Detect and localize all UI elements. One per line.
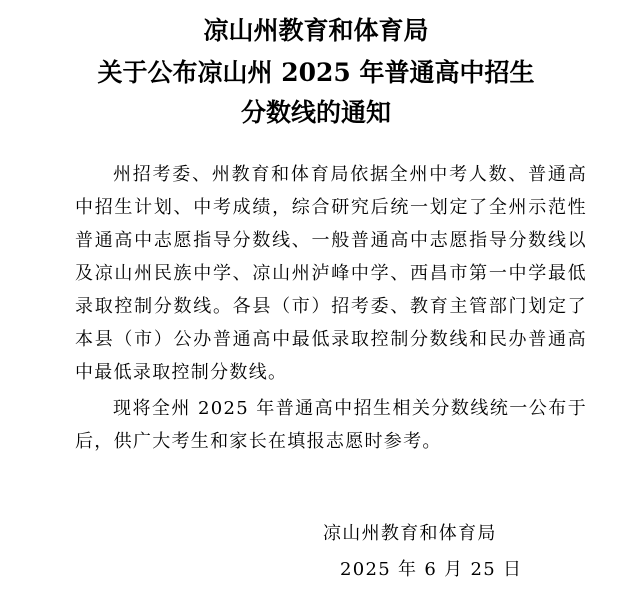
issuer-title: 凉山州教育和体育局 (203, 16, 429, 45)
notice-title-line1: 关于公布凉山州 2025 年普通高中招生 (97, 58, 535, 87)
signature-date: 2025 年 6 月 25 日 (340, 559, 523, 580)
body-paragraph-1: 州招考委、州教育和体育局依据全州中考人数、普通高中招生计划、中考成绩，综合研究后统一划定了全州示范性普通高中志愿指导分数线、一般普通高中志愿指导分数线以及凉山州民族中学、凉山州泸峰中学、西昌市第一中学最低录取控制分数线。各县（市）招考委、教育主管部门划定了本县（市）公办普通高中最低录取控制分数线和民办普通高中最低录取控制分数线。 (75, 164, 587, 383)
signature-issuer: 凉山州教育和体育局 (323, 523, 497, 544)
notice-title-line2: 分数线的通知 (240, 98, 391, 127)
body-paragraph-2: 现将全州 2025 年普通高中招生相关分数线统一公布于后，供广大考生和家长在填报志愿时参考。 (75, 398, 587, 452)
